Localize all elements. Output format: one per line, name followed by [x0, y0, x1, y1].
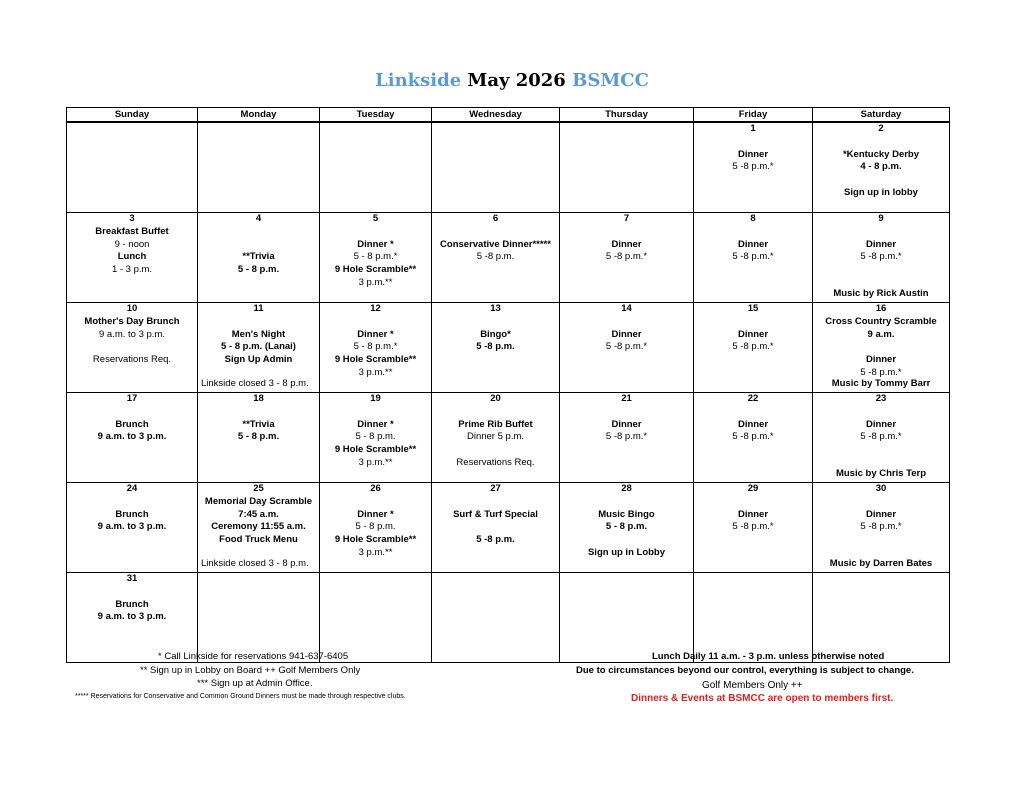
event-line: 7:45 a.m.	[238, 508, 279, 520]
day-number	[320, 573, 431, 586]
event-line	[560, 226, 693, 239]
calendar-day-cell	[198, 122, 320, 213]
calendar-day-cell	[432, 573, 560, 663]
day-number: 19	[370, 393, 381, 404]
day-number: 31	[126, 573, 138, 584]
calendar-week	[67, 122, 950, 213]
calendar-day-cell	[560, 483, 694, 573]
event-line: Ceremony 11:55 a.m.	[211, 521, 306, 533]
calendar-day-cell	[320, 122, 432, 213]
calendar-day-cell	[198, 483, 320, 573]
event-line: Sign up in Lobby	[587, 546, 666, 558]
event-line: Dinner	[737, 508, 769, 520]
footnote-admin: *** Sign up at Admin Office.	[197, 678, 313, 689]
closed-note: Linkside closed 3 - 8 p.m.	[201, 378, 309, 390]
event-line: Food Truck Menu	[219, 534, 298, 546]
day-number: 12	[370, 303, 381, 314]
event-line: 5 - 8 p.m.	[237, 431, 280, 443]
event-line	[67, 406, 197, 419]
event-line	[694, 496, 812, 509]
event-line: 5 -8 p.m.*	[605, 341, 648, 353]
event-line: Dinner 5 p.m.	[466, 431, 525, 443]
event-line: Dinner	[611, 238, 642, 250]
event-line	[560, 406, 693, 419]
event-line	[694, 406, 812, 419]
event-line: 1 - 3 p.m.	[111, 264, 153, 276]
event-line: Surf & Turf Special	[453, 508, 538, 520]
calendar-day-cell	[813, 393, 950, 483]
event-line: 9 Hole Scramble**	[334, 534, 417, 546]
event-line: 9 a.m.	[867, 328, 895, 340]
calendar-day-cell	[560, 213, 694, 303]
day-number: 4	[255, 213, 262, 224]
day-number: 30	[875, 483, 887, 494]
event-line: Lunch	[117, 251, 147, 263]
day-number: 1	[750, 123, 756, 134]
event-line: 4 - 8 p.m.	[860, 161, 902, 173]
day-number: 20	[490, 393, 501, 404]
event-line: 5 -8 p.m.*	[860, 521, 902, 533]
event-line	[432, 521, 559, 534]
day-number: 6	[492, 213, 499, 224]
event-line: Cross Country Scramble	[825, 315, 937, 327]
event-line: Sign up in lobby	[844, 186, 918, 198]
event-line: Reservations Req.	[456, 456, 535, 468]
event-line: 5 -8 p.m.*	[605, 431, 648, 443]
event-line: Brunch	[115, 418, 149, 430]
weekday-saturday: Saturday	[813, 108, 950, 123]
event-line: 5 -8 p.m.*	[732, 431, 774, 443]
event-line: Dinner *	[357, 418, 394, 430]
event-line: Breakfast Buffet	[95, 225, 169, 237]
weekday-wednesday: Wednesday	[432, 108, 560, 123]
day-number: 17	[126, 393, 138, 404]
event-line: 5 -8 p.m.*	[732, 521, 774, 533]
calendar-day-cell	[813, 483, 950, 573]
calendar-day-cell	[67, 393, 198, 483]
weekday-friday: Friday	[694, 108, 813, 123]
event-line: Dinner	[865, 418, 897, 430]
event-line: **Trivia	[242, 251, 275, 263]
day-number: 27	[490, 483, 501, 494]
event-line: 5 - 8 p.m.*	[353, 251, 398, 263]
day-number: 5	[372, 213, 379, 224]
closed-note: Linkside closed 3 - 8 p.m.	[201, 558, 309, 570]
event-line: 5 -8 p.m.*	[732, 161, 774, 173]
weekday-tuesday: Tuesday	[320, 108, 432, 123]
event-line: 5 -8 p.m.*	[732, 341, 774, 353]
event-line: 3 p.m.**	[358, 456, 393, 468]
calendar-day-cell	[432, 122, 560, 213]
event-line: 3 p.m.**	[358, 546, 393, 558]
event-line	[560, 534, 693, 547]
day-number: 16	[875, 303, 887, 314]
event-line	[67, 496, 197, 509]
event-line	[694, 226, 812, 239]
event-line: 5 - 8 p.m.	[237, 264, 280, 276]
event-line: 5 -8 p.m.*	[860, 431, 902, 443]
event-line: 5 - 8 p.m. (Lanai)	[221, 341, 296, 353]
day-number	[432, 573, 559, 586]
event-line: Dinner *	[357, 508, 394, 520]
footnote-reservations: * Call Linkside for reservations 941-637-6405	[158, 651, 349, 662]
calendar-day-cell	[432, 483, 560, 573]
event-line: 9 Hole Scramble**	[334, 264, 417, 276]
weekday-sunday: Sunday	[67, 108, 198, 123]
calendar-day-cell	[198, 213, 320, 303]
event-line: 5 -8 p.m.	[476, 341, 515, 353]
title-club: BSMCC	[572, 70, 649, 91]
calendar-week	[67, 393, 950, 483]
event-line	[198, 316, 319, 329]
calendar-day-cell	[694, 573, 813, 663]
event-line: Brunch	[115, 508, 149, 520]
event-line	[694, 316, 812, 329]
calendar-day-cell	[813, 213, 950, 303]
footnote-clubs: ***** Reservations for Conservative and Common Ground Dinners must be made through respective clubs.	[75, 693, 406, 700]
calendar-day-cell	[320, 393, 432, 483]
event-line	[560, 496, 693, 509]
day-number	[813, 573, 949, 586]
event-line: Brunch	[115, 598, 149, 610]
calendar-day-cell	[432, 393, 560, 483]
event-line	[560, 316, 693, 329]
event-line: 5 - 8 p.m.*	[353, 341, 398, 353]
event-line	[813, 226, 949, 239]
event-line	[813, 341, 949, 354]
event-line: 5 -8 p.m.*	[732, 251, 774, 263]
event-line	[432, 406, 559, 419]
calendar-day-cell	[560, 573, 694, 663]
event-line	[813, 174, 949, 187]
event-line	[320, 406, 431, 419]
event-line	[694, 136, 812, 149]
event-line: 3 p.m.**	[358, 366, 393, 378]
day-number: 23	[875, 393, 887, 404]
golf-members-note: Golf Members Only ++	[702, 680, 803, 691]
event-line: Mother's Day Brunch	[84, 315, 180, 327]
event-line: 9 Hole Scramble**	[334, 354, 417, 366]
event-line: *Kentucky Derby	[842, 148, 920, 160]
event-line	[67, 341, 197, 354]
calendar-day-cell	[560, 393, 694, 483]
calendar-day-cell	[198, 573, 320, 663]
calendar-day-cell	[813, 573, 950, 663]
event-line: 3 p.m.**	[358, 276, 393, 288]
event-line: Sign Up Admin	[224, 354, 293, 366]
music-note: Music by Tommy Barr	[831, 378, 931, 390]
calendar-day-cell	[67, 122, 198, 213]
footnote-signup: ** Sign up in Lobby on Board ++ Golf Members Only	[140, 665, 361, 676]
event-line	[432, 496, 559, 509]
calendar-day-cell	[694, 213, 813, 303]
weekday-monday: Monday	[198, 108, 320, 123]
day-number	[560, 123, 693, 136]
music-note: Music by Darren Bates	[829, 558, 933, 570]
calendar-day-cell	[813, 122, 950, 213]
calendar-day-cell	[198, 393, 320, 483]
calendar-day-cell	[320, 573, 432, 663]
calendar-week	[67, 213, 950, 303]
event-line	[813, 496, 949, 509]
lunch-daily-note: Lunch Daily 11 a.m. - 3 p.m. unless otherwise noted	[652, 651, 885, 662]
event-line	[320, 316, 431, 329]
event-line: Prime Rib Buffet	[458, 418, 533, 430]
day-number: 28	[621, 483, 632, 494]
event-line: Dinner	[737, 418, 769, 430]
event-line: 9 a.m. to 3 p.m.	[99, 328, 165, 340]
calendar-day-cell	[67, 573, 198, 663]
title-linkside: Linkside	[375, 70, 462, 91]
event-line: 5 -8 p.m.*	[605, 251, 648, 263]
event-line	[432, 226, 559, 239]
event-line: 9 a.m. to 3 p.m.	[97, 521, 167, 533]
calendar-day-cell	[320, 303, 432, 393]
event-line: Dinner *	[357, 238, 394, 250]
day-number	[432, 123, 559, 136]
day-number: 29	[747, 483, 759, 494]
event-line	[813, 136, 949, 149]
event-line: Dinner	[611, 418, 642, 430]
calendar-week	[67, 483, 950, 573]
music-note: Music by Rick Austin	[833, 288, 929, 300]
event-line: **Trivia	[242, 418, 275, 430]
calendar-day-cell	[560, 122, 694, 213]
day-number: 13	[490, 303, 501, 314]
calendar-day-cell	[432, 213, 560, 303]
music-note: Music by Chris Terp	[835, 468, 927, 480]
event-line: 5 - 8 p.m.	[355, 431, 396, 443]
calendar-day-cell	[694, 303, 813, 393]
calendar-day-cell	[67, 303, 198, 393]
calendar-day-cell	[67, 483, 198, 573]
calendar-grid	[66, 107, 950, 663]
event-line: 9 a.m. to 3 p.m.	[97, 431, 167, 443]
day-number: 21	[621, 393, 632, 404]
calendar-day-cell	[320, 213, 432, 303]
title-month: May 2026	[467, 70, 566, 91]
day-number: 9	[878, 213, 884, 224]
day-number	[198, 573, 319, 586]
event-line: 9 Hole Scramble**	[334, 444, 417, 456]
event-line: 5 - 8 p.m.	[605, 521, 648, 533]
calendar-day-cell	[67, 213, 198, 303]
event-line: Reservations Req.	[92, 354, 172, 366]
event-line: Dinner	[611, 328, 642, 340]
event-line: Dinner	[737, 328, 769, 340]
day-number	[198, 123, 319, 136]
event-line: 9 a.m. to 3 p.m.	[97, 611, 167, 623]
calendar-week	[67, 303, 950, 393]
event-line	[198, 406, 319, 419]
calendar-day-cell	[694, 393, 813, 483]
event-line: Dinner	[865, 354, 897, 366]
event-line: Dinner	[865, 238, 897, 250]
event-line: 5 -8 p.m.	[476, 251, 515, 263]
day-number: 2	[878, 123, 884, 134]
event-line	[198, 226, 319, 239]
event-line	[320, 496, 431, 509]
event-line	[198, 239, 319, 252]
page-title	[0, 70, 1024, 91]
day-number	[560, 573, 693, 586]
event-line: 5 - 8 p.m.	[355, 521, 396, 533]
event-line: Dinner	[737, 238, 769, 250]
event-line: Men's Night	[231, 328, 286, 340]
day-number: 10	[126, 303, 138, 314]
day-number: 22	[747, 393, 759, 404]
event-line: 5 -8 p.m.	[476, 534, 515, 546]
calendar-week	[67, 573, 950, 663]
calendar-day-cell	[694, 122, 813, 213]
day-number	[320, 123, 431, 136]
day-number	[67, 123, 197, 136]
day-number: 3	[129, 213, 135, 224]
event-line	[432, 316, 559, 329]
day-number: 18	[253, 393, 264, 404]
day-number: 8	[750, 213, 756, 224]
day-number: 26	[370, 483, 381, 494]
weekday-thursday: Thursday	[560, 108, 694, 123]
day-number: 24	[126, 483, 138, 494]
day-number: 25	[253, 483, 264, 494]
event-line: Music Bingo	[598, 508, 655, 520]
calendar-day-cell	[813, 303, 950, 393]
weekday-header	[67, 108, 950, 123]
event-line: 9 - noon	[114, 238, 150, 250]
day-number: 11	[253, 303, 264, 314]
day-number: 15	[747, 303, 759, 314]
members-first-note: Dinners & Events at BSMCC are open to members first.	[631, 693, 894, 704]
calendar-day-cell	[320, 483, 432, 573]
event-line: Dinner *	[357, 328, 394, 340]
calendar-day-cell	[560, 303, 694, 393]
event-line	[432, 444, 559, 457]
event-line: Bingo*	[480, 328, 511, 340]
day-number	[694, 573, 812, 586]
circumstances-note: Due to circumstances beyond our control, everything is subject to change.	[576, 665, 914, 676]
event-line: 5 -8 p.m.*	[860, 366, 902, 378]
event-line: Conservative Dinner*****	[440, 238, 551, 250]
event-line: 5 -8 p.m.*	[860, 251, 902, 263]
calendar-day-cell	[198, 303, 320, 393]
event-line: Dinner	[865, 508, 897, 520]
event-line	[67, 586, 197, 599]
event-line	[813, 406, 949, 419]
day-number: 7	[623, 213, 630, 224]
event-line	[320, 226, 431, 239]
day-number: 14	[621, 303, 632, 314]
calendar-day-cell	[432, 303, 560, 393]
event-line: Dinner	[737, 148, 769, 160]
event-line: Memorial Day Scramble	[204, 495, 313, 507]
calendar-day-cell	[694, 483, 813, 573]
